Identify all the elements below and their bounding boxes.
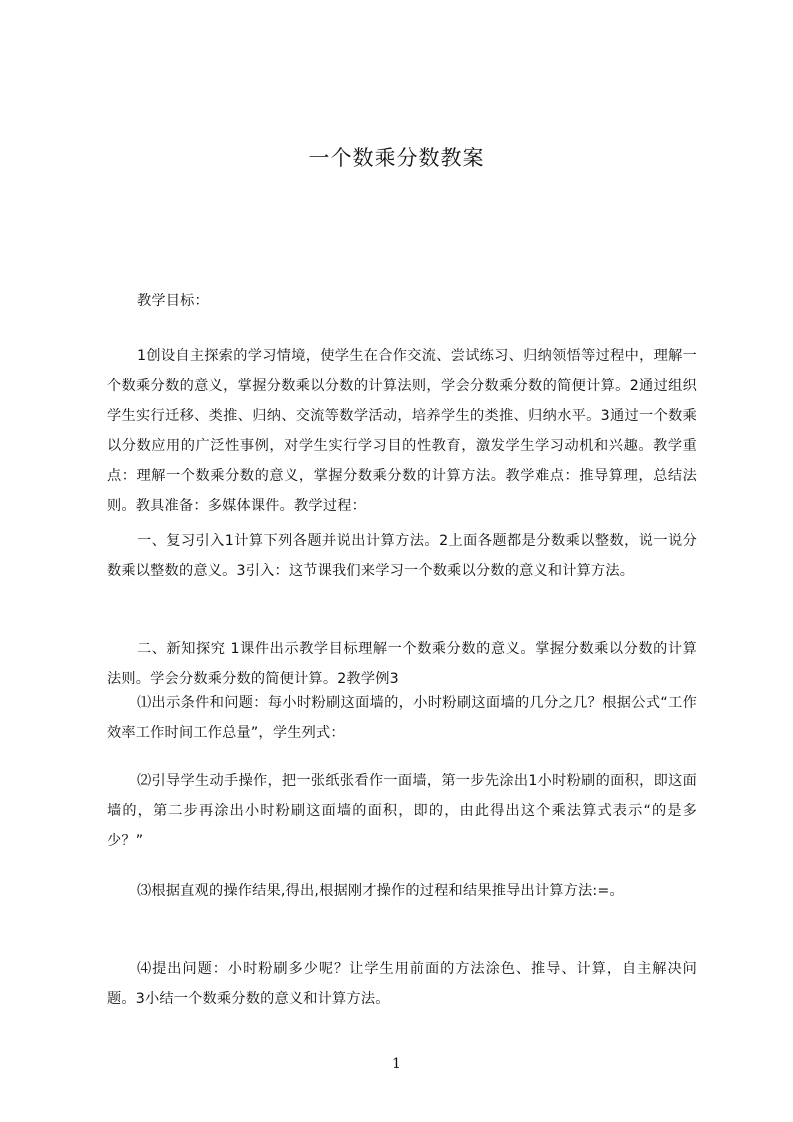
review-paragraph: 一、复习引入1计算下列各题并说出计算方法。2上面各题都是分数乘以整数，说一说分数乘以整数的意义。3引入：这节课我们来学习一个数乘以分数的意义和计算方法。 — [107, 533, 697, 579]
step-1-paragraph: ⑴出示条件和问题：每小时粉刷这面墙的，小时粉刷这面墙的几分之几？根据公式“工作效率工作时间工作总量”，学生列式： — [107, 695, 697, 741]
explore-paragraph: 二、新知探究 1课件出示教学目标理解一个数乘分数的意义。掌握分数乘以分数的计算法则。学会分数乘分数的简便计算。2教学例3 — [107, 641, 697, 687]
step-4-paragraph: ⑷提出问题：小时粉刷多少呢？让学生用前面的方法涂色、推导、计算，自主解决问题。3小结一个数乘分数的意义和计算方法。 — [107, 961, 697, 1007]
objectives-paragraph: 1创设自主探索的学习情境，使学生在合作交流、尝试练习、归纳领悟等过程中，理解一个数乘分数的意义，掌握分数乘以分数的计算法则，学会分数乘分数的简便计算。2通过组织学生实行迁移、类推、归纳、交流等数学活动，培养学生的类推、归纳水平。3通过一个数乘以分数应用的广泛性事例，对学生实行学习目的性教育，激发学生学习动机和兴趣。教学重点：理解一个数乘分数的意义，掌握分数乘分数的计算方法。教学难点：推导算理，总结法则。教具准备：多媒体课件。教学过程： — [107, 348, 697, 514]
page-number: 1 — [392, 1056, 401, 1072]
step-3-paragraph: ⑶根据直观的操作结果,得出,根据刚才操作的过程和结果推导出计算方法:=。 — [137, 883, 624, 899]
document-title: 一个数乘分数教案 — [308, 146, 485, 170]
objective-label: 教学目标： — [137, 293, 209, 309]
step-2-paragraph: ⑵引导学生动手操作，把一张纸张看作一面墙，第一步先涂出1小时粉刷的面积，即这面墙的，第二步再涂出小时粉刷这面墙的面积，即的，由此得出这个乘法算式表示“的是多少？” — [107, 773, 697, 849]
